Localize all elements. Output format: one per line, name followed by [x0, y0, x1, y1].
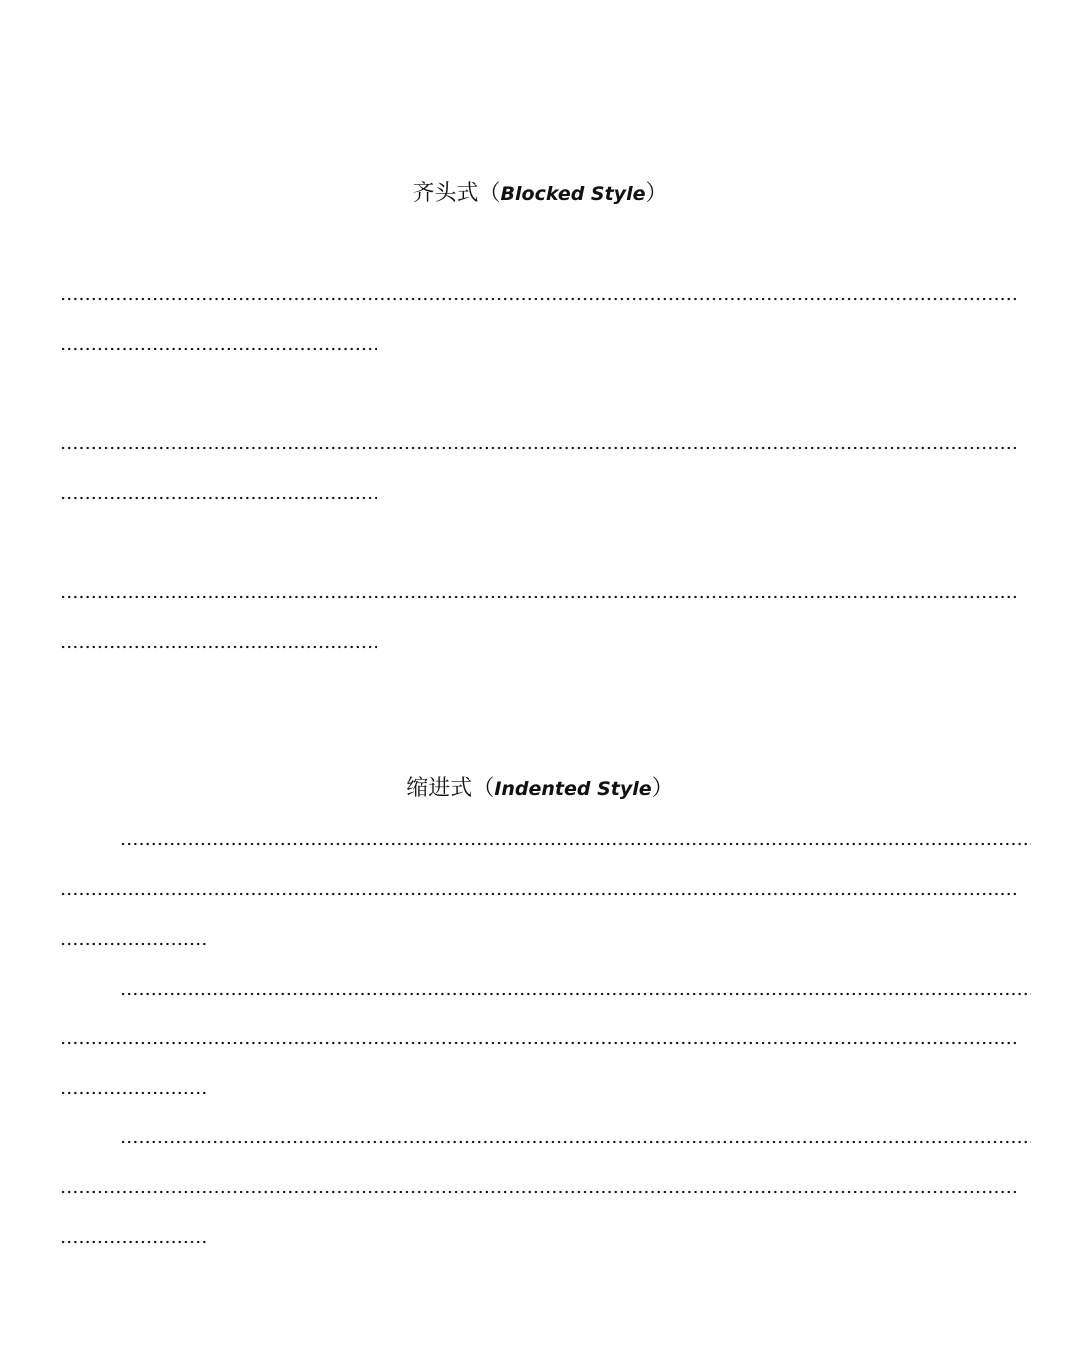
indented-style-heading	[0, 774, 1080, 804]
dotted-line	[60, 1190, 1018, 1194]
dotted-line	[60, 595, 1018, 599]
dotted-line	[120, 842, 1031, 846]
dotted-line	[60, 446, 1018, 450]
dotted-line	[60, 347, 377, 351]
blocked-heading-paren-open: （	[478, 181, 501, 206]
indented-heading-paren-open: （	[472, 776, 495, 801]
blocked-style-heading	[0, 179, 1080, 209]
indented-heading-chinese: 缩进式	[406, 776, 473, 801]
dotted-line	[120, 992, 1031, 996]
dotted-line	[60, 297, 1018, 301]
dotted-line	[60, 892, 1018, 896]
indented-heading-paren-close: ）	[651, 776, 674, 801]
blocked-heading-chinese: 齐头式	[412, 181, 479, 206]
dotted-line	[120, 1140, 1031, 1144]
blocked-heading-english: Blocked Style	[500, 183, 646, 205]
dotted-line	[60, 645, 377, 649]
dotted-line	[60, 1091, 206, 1095]
indented-heading-english: Indented Style	[494, 778, 652, 800]
dotted-line	[60, 1240, 206, 1244]
dotted-line	[60, 942, 206, 946]
blocked-heading-paren-close: ）	[645, 181, 668, 206]
dotted-line	[60, 496, 377, 500]
dotted-line	[60, 1041, 1018, 1045]
